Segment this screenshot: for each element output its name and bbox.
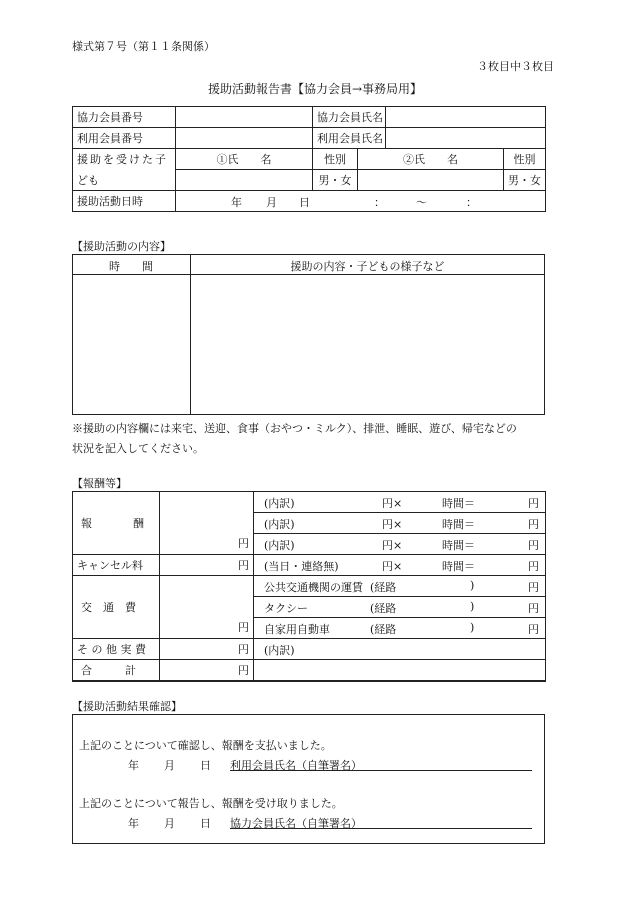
route-close: ) [470, 621, 475, 634]
rate-yen: 円× [382, 539, 403, 552]
other-amount[interactable] [160, 639, 254, 660]
subtotal-yen: 円 [528, 518, 539, 531]
activity-heading: 【援助活動の内容】 [72, 240, 171, 253]
date-colon-1: ： [374, 196, 385, 209]
user-sign-label: 利用会員氏名（自筆署名） [230, 759, 362, 772]
route-label: (経路 [370, 623, 397, 636]
transport-taxi[interactable] [254, 597, 546, 618]
cancel-label: キャンセル料 [73, 555, 160, 576]
total-yen: 円 [238, 664, 249, 677]
route-close: ) [470, 579, 475, 592]
public-label: 公共交通機関の運賃 [264, 581, 363, 594]
coop-no-field[interactable] [176, 107, 313, 128]
child2-sex-field[interactable]: 男・女 [504, 170, 546, 191]
confirm-line-1: 上記のことについて確認し、報酬を支払いました。 [79, 739, 332, 752]
other-detail[interactable] [254, 639, 546, 660]
child1-name-field[interactable] [176, 170, 313, 191]
fees-heading: 【報酬等】 [72, 477, 127, 490]
child1-name-header: ①氏 名 [176, 149, 313, 170]
total-label: 合 計 [73, 660, 160, 682]
activity-time-header: 時 間 [109, 260, 153, 273]
reward-yen: 円 [238, 537, 249, 550]
confirm-line-2: 上記のことについて報告し、報酬を受け取りました。 [79, 797, 343, 810]
date-tilde: 〜 [416, 196, 427, 209]
detail-label: (内訳) [264, 644, 295, 657]
confirm2-year: 年 [128, 817, 139, 830]
rate-yen: 円× [382, 560, 403, 573]
reward-label: 報 酬 [73, 492, 160, 555]
transport-car[interactable] [254, 618, 546, 639]
activity-content-field[interactable] [191, 275, 544, 414]
page-title: 援助活動報告書【協力会員→事務局用】 [207, 82, 423, 96]
reward-detail-1[interactable] [254, 492, 546, 513]
coop-sign-field[interactable] [230, 816, 532, 829]
info-table [72, 106, 546, 212]
coop-name-label: 協力会員氏名 [313, 107, 386, 128]
hours-label: 時間＝ [442, 518, 475, 531]
confirm2-month: 月 [164, 817, 175, 830]
car-label: 自家用自動車 [264, 623, 330, 636]
child2-name-header: ②氏 名 [358, 149, 504, 170]
user-name-field[interactable] [386, 128, 546, 149]
rate-yen: 円× [382, 497, 403, 510]
date-field[interactable] [176, 191, 546, 212]
cancel-yen: 円 [238, 559, 249, 572]
transport-label: 交 通 費 [73, 576, 160, 639]
subtotal-yen: 円 [528, 539, 539, 552]
child-label: 援助を受けた子 [73, 149, 176, 170]
child2-sex-header: 性別 [504, 149, 546, 170]
child-label-2: ども [73, 170, 176, 191]
reward-detail-2[interactable] [254, 513, 546, 534]
coop-name-field[interactable] [386, 107, 546, 128]
reward-detail-3[interactable] [254, 534, 546, 555]
reward-amount[interactable] [160, 492, 254, 555]
coop-sign-label: 協力会員氏名（自筆署名） [230, 817, 362, 830]
date-month: 月 [266, 196, 277, 209]
subtotal-yen: 円 [528, 560, 539, 573]
confirm1-year: 年 [128, 759, 139, 772]
user-name-label: 利用会員氏名 [313, 128, 386, 149]
subtotal-yen: 円 [528, 602, 539, 615]
activity-note-2: 状況を記入してください。 [72, 442, 204, 455]
user-no-field[interactable] [176, 128, 313, 149]
other-label: そ の 他 実 費 [73, 639, 160, 660]
hours-label: 時間＝ [442, 539, 475, 552]
subtotal-yen: 円 [528, 497, 539, 510]
form-number: 様式第７号（第１１条関係） [72, 40, 215, 53]
child2-name-field[interactable] [358, 170, 504, 191]
total-detail[interactable] [254, 660, 546, 682]
cancel-amount[interactable] [160, 555, 254, 576]
date-colon-2: ： [466, 196, 477, 209]
transport-yen: 円 [238, 621, 249, 634]
route-label: (経路 [370, 581, 397, 594]
child1-sex-header: 性別 [313, 149, 358, 170]
child1-sex-field[interactable]: 男・女 [313, 170, 358, 191]
confirm2-day: 日 [200, 817, 211, 830]
route-close: ) [470, 600, 475, 613]
hours-label: 時間＝ [442, 560, 475, 573]
detail-label: (内訳) [264, 518, 295, 531]
hours-label: 時間＝ [442, 497, 475, 510]
activity-time-field[interactable] [73, 275, 189, 414]
page-count: ３枚目中３枚目 [477, 60, 554, 73]
user-sign-field[interactable] [230, 758, 532, 771]
activity-note-1: ※援助の内容欄には来宅、送迎、食事（おやつ・ミルク）、排泄、睡眠、遊び、帰宅などの [72, 422, 517, 435]
activity-content-header: 援助の内容・子どもの様子など [290, 260, 445, 273]
confirm1-month: 月 [164, 759, 175, 772]
cancel-detail[interactable] [254, 555, 546, 576]
confirm-heading: 【援助活動結果確認】 [72, 700, 182, 713]
rate-yen: 円× [382, 518, 403, 531]
date-day: 日 [299, 196, 310, 209]
user-no-label: 利用会員番号 [73, 128, 176, 149]
coop-no-label: 協力会員番号 [73, 107, 176, 128]
detail-label: (内訳) [264, 497, 295, 510]
date-year: 年 [231, 196, 242, 209]
total-amount[interactable] [160, 660, 254, 682]
route-label: (経路 [370, 602, 397, 615]
transport-amount[interactable] [160, 576, 254, 639]
fees-table [72, 491, 546, 682]
transport-public[interactable] [254, 576, 546, 597]
other-yen: 円 [238, 643, 249, 656]
detail-label: (内訳) [264, 539, 295, 552]
taxi-label: タクシー [264, 602, 308, 615]
cancel-note: (当日・連絡無) [264, 560, 339, 573]
date-label: 援助活動日時 [73, 191, 176, 212]
subtotal-yen: 円 [528, 581, 539, 594]
confirm1-day: 日 [200, 759, 211, 772]
subtotal-yen: 円 [528, 623, 539, 636]
